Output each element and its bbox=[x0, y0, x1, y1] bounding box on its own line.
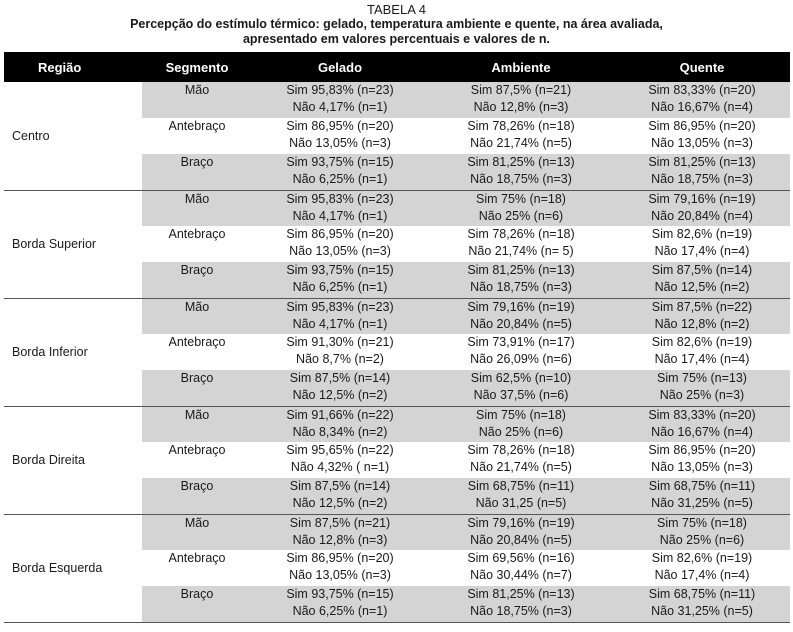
quente-nao-value: Não 17,4% (n=4) bbox=[654, 568, 750, 582]
table-row bbox=[4, 262, 790, 298]
table-body bbox=[4, 82, 790, 622]
quente-sim-value: Sim 75% (n=13) bbox=[657, 371, 747, 385]
quente-nao-value: Não 31,25% (n=5) bbox=[651, 496, 753, 510]
ambiente-cell bbox=[428, 478, 614, 514]
gelado-sim-value: Sim 93,75% (n=15) bbox=[286, 263, 394, 277]
quente-cell bbox=[614, 370, 790, 406]
gelado-nao-value: Não 4,17% (n=1) bbox=[292, 208, 388, 223]
gelado-sim-value: Sim 93,75% (n=15) bbox=[286, 587, 394, 601]
quente-sim-value: Sim 68,75% (n=11) bbox=[648, 479, 756, 493]
table-row bbox=[4, 406, 790, 442]
quente-nao-value: Não 13,05% (n=3) bbox=[651, 460, 753, 474]
region-cell bbox=[4, 262, 142, 298]
ambiente-sim-value: Sim 78,26% (n=18) bbox=[467, 443, 575, 457]
gelado-cell bbox=[252, 334, 428, 370]
quente-sim-value: Sim 79,16% (n=19) bbox=[648, 191, 756, 206]
ambiente-sim-value: Sim 69,56% (n=16) bbox=[467, 551, 575, 565]
gelado-sim-value: Sim 87,5% (n=14) bbox=[289, 371, 391, 385]
gelado-sim-value: Sim 86,95% (n=20) bbox=[286, 227, 394, 241]
ambiente-nao-value: Não 18,75% (n=3) bbox=[470, 172, 572, 186]
region-cell bbox=[4, 154, 142, 190]
gelado-sim-value: Sim 95,65% (n=22) bbox=[286, 443, 394, 457]
gelado-cell bbox=[252, 262, 428, 298]
quente-nao-value: Não 25% (n=3) bbox=[659, 388, 745, 402]
gelado-cell bbox=[252, 298, 428, 334]
ambiente-nao-value: Não 26,09% (n=6) bbox=[470, 352, 572, 366]
ambiente-cell bbox=[428, 190, 614, 226]
ambiente-cell bbox=[428, 442, 614, 478]
ambiente-sim-value: Sim 81,25% (n=13) bbox=[467, 155, 575, 169]
quente-sim-value: Sim 82,6% (n=19) bbox=[651, 227, 753, 241]
table-row bbox=[4, 118, 790, 154]
header-quente: Quente bbox=[679, 59, 725, 75]
table-caption bbox=[0, 0, 793, 52]
gelado-cell bbox=[252, 190, 428, 226]
gelado-sim-value: Sim 91,30% (n=21) bbox=[286, 335, 394, 349]
ambiente-nao-value: Não 18,75% (n=3) bbox=[470, 604, 572, 618]
quente-sim-value: Sim 87,5% (n=22) bbox=[651, 299, 753, 314]
table-row bbox=[4, 190, 790, 226]
ambiente-cell bbox=[428, 82, 614, 118]
table-row bbox=[4, 334, 790, 370]
table-row bbox=[4, 154, 790, 190]
segment-cell: Antebraço bbox=[168, 335, 226, 349]
table-row bbox=[4, 550, 790, 586]
quente-cell bbox=[614, 334, 790, 370]
gelado-cell bbox=[252, 154, 428, 190]
ambiente-sim-value: Sim 62,5% (n=10) bbox=[470, 371, 572, 385]
ambiente-sim-value: Sim 75% (n=18) bbox=[476, 407, 566, 422]
ambiente-sim-value: Sim 73,91% (n=17) bbox=[467, 335, 575, 349]
table-number: TABELA 4 bbox=[366, 2, 426, 17]
quente-nao-value: Não 17,4% (n=4) bbox=[654, 244, 750, 258]
header-segmento: Segmento bbox=[165, 59, 229, 75]
ambiente-cell bbox=[428, 406, 614, 442]
table-row bbox=[4, 442, 790, 478]
quente-sim-value: Sim 83,33% (n=20) bbox=[648, 83, 756, 97]
ambiente-cell bbox=[428, 514, 614, 550]
ambiente-nao-value: Não 12,8% (n=3) bbox=[473, 100, 569, 114]
gelado-nao-value: Não 13,05% (n=3) bbox=[289, 136, 391, 150]
segment-cell: Braço bbox=[142, 154, 252, 190]
quente-sim-value: Sim 82,6% (n=19) bbox=[651, 335, 753, 349]
quente-nao-value: Não 12,8% (n=2) bbox=[654, 316, 750, 331]
ambiente-cell bbox=[428, 298, 614, 334]
table-row bbox=[4, 514, 790, 550]
ambiente-cell bbox=[428, 118, 614, 154]
gelado-sim-value: Sim 95,83% (n=23) bbox=[286, 299, 394, 314]
quente-nao-value: Não 12,5% (n=2) bbox=[654, 280, 750, 294]
region-cell: Borda Esquerda bbox=[12, 560, 103, 575]
segment-cell: Antebraço bbox=[168, 227, 226, 241]
ambiente-nao-value: Não 21,74% (n=5) bbox=[470, 460, 572, 474]
ambiente-sim-value: Sim 78,26% (n=18) bbox=[467, 227, 575, 241]
quente-nao-value: Não 25% (n=6) bbox=[659, 532, 745, 547]
gelado-sim-value: Sim 91,66% (n=22) bbox=[286, 407, 394, 422]
segment-cell: Antebraço bbox=[168, 551, 226, 565]
gelado-nao-value: Não 12,5% (n=2) bbox=[292, 388, 388, 402]
quente-nao-value: Não 18,75% (n=3) bbox=[651, 172, 753, 186]
quente-cell bbox=[614, 262, 790, 298]
region-cell bbox=[4, 586, 142, 622]
gelado-nao-value: Não 13,05% (n=3) bbox=[289, 244, 391, 258]
ambiente-cell bbox=[428, 586, 614, 622]
region-cell: Borda Direita bbox=[12, 452, 85, 467]
quente-cell bbox=[614, 298, 790, 334]
gelado-nao-value: Não 12,8% (n=3) bbox=[292, 532, 388, 547]
table-row bbox=[4, 298, 790, 334]
table-row bbox=[4, 82, 790, 118]
region-cell bbox=[4, 82, 142, 118]
quente-cell bbox=[614, 190, 790, 226]
table-title-line-1: Percepção do estímulo térmico: gelado, temperatura ambiente e quente, na área avaliada, bbox=[130, 17, 663, 31]
gelado-nao-value: Não 13,05% (n=3) bbox=[289, 568, 391, 582]
table-row bbox=[4, 478, 790, 514]
data-table bbox=[4, 52, 790, 623]
ambiente-cell bbox=[428, 154, 614, 190]
quente-nao-value: Não 16,67% (n=4) bbox=[651, 100, 753, 114]
gelado-cell bbox=[252, 550, 428, 586]
ambiente-nao-value: Não 21,74% (n= 5) bbox=[468, 244, 574, 258]
segment-cell: Braço bbox=[142, 586, 252, 622]
gelado-cell bbox=[252, 586, 428, 622]
quente-cell bbox=[614, 406, 790, 442]
gelado-sim-value: Sim 87,5% (n=14) bbox=[289, 479, 391, 493]
gelado-nao-value: Não 6,25% (n=1) bbox=[292, 280, 388, 294]
header-ambiente: Ambiente bbox=[491, 59, 551, 75]
gelado-nao-value: Não 6,25% (n=1) bbox=[292, 604, 388, 618]
segment-cell: Antebraço bbox=[168, 119, 226, 133]
quente-cell bbox=[614, 442, 790, 478]
quente-sim-value: Sim 86,95% (n=20) bbox=[648, 119, 756, 133]
gelado-nao-value: Não 4,17% (n=1) bbox=[292, 100, 388, 114]
ambiente-sim-value: Sim 79,16% (n=19) bbox=[467, 515, 575, 530]
segment-cell: Braço bbox=[142, 478, 252, 514]
gelado-cell bbox=[252, 514, 428, 550]
segment-cell: Mão bbox=[142, 406, 252, 442]
gelado-nao-value: Não 8,34% (n=2) bbox=[292, 424, 388, 439]
ambiente-sim-value: Sim 81,25% (n=13) bbox=[467, 587, 575, 601]
region-cell bbox=[4, 514, 142, 550]
quente-nao-value: Não 31,25% (n=5) bbox=[651, 604, 753, 618]
gelado-nao-value: Não 4,32% ( n=1) bbox=[290, 460, 390, 474]
quente-sim-value: Sim 75% (n=18) bbox=[657, 515, 747, 530]
header-regiao: Região bbox=[38, 59, 82, 75]
ambiente-sim-value: Sim 81,25% (n=13) bbox=[467, 263, 575, 277]
gelado-cell bbox=[252, 478, 428, 514]
segment-cell: Mão bbox=[142, 514, 252, 550]
quente-sim-value: Sim 68,75% (n=11) bbox=[648, 587, 756, 601]
gelado-sim-value: Sim 86,95% (n=20) bbox=[286, 119, 394, 133]
ambiente-nao-value: Não 37,5% (n=6) bbox=[473, 388, 569, 402]
quente-sim-value: Sim 87,5% (n=14) bbox=[651, 263, 753, 277]
segment-cell: Mão bbox=[142, 190, 252, 226]
table-row bbox=[4, 226, 790, 262]
gelado-sim-value: Sim 95,83% (n=23) bbox=[286, 191, 394, 206]
gelado-nao-value: Não 8,7% (n=2) bbox=[296, 352, 384, 366]
quente-cell bbox=[614, 118, 790, 154]
ambiente-nao-value: Não 21,74% (n=5) bbox=[470, 136, 572, 150]
region-cell: Borda Inferior bbox=[12, 344, 88, 359]
gelado-nao-value: Não 6,25% (n=1) bbox=[292, 172, 388, 186]
region-cell: Borda Superior bbox=[12, 236, 97, 251]
quente-nao-value: Não 17,4% (n=4) bbox=[654, 352, 750, 366]
ambiente-nao-value: Não 20,84% (n=5) bbox=[470, 532, 572, 547]
region-cell bbox=[4, 298, 142, 334]
segment-cell: Mão bbox=[142, 298, 252, 334]
quente-cell bbox=[614, 514, 790, 550]
ambiente-sim-value: Sim 87,5% (n=21) bbox=[470, 83, 572, 97]
ambiente-cell bbox=[428, 370, 614, 406]
region-cell bbox=[4, 190, 142, 226]
table-title-line-2: apresentado em valores percentuais e valores de n. bbox=[242, 32, 551, 46]
ambiente-nao-value: Não 18,75% (n=3) bbox=[470, 280, 572, 294]
quente-nao-value: Não 13,05% (n=3) bbox=[651, 136, 753, 150]
table-row bbox=[4, 586, 790, 622]
segment-cell: Braço bbox=[142, 262, 252, 298]
gelado-cell bbox=[252, 118, 428, 154]
gelado-sim-value: Sim 95,83% (n=23) bbox=[286, 83, 394, 97]
quente-cell bbox=[614, 226, 790, 262]
quente-sim-value: Sim 86,95% (n=20) bbox=[648, 443, 756, 457]
region-cell bbox=[4, 406, 142, 442]
quente-nao-value: Não 16,67% (n=4) bbox=[651, 424, 753, 439]
ambiente-cell bbox=[428, 550, 614, 586]
ambiente-nao-value: Não 30,44% (n=7) bbox=[470, 568, 572, 582]
ambiente-nao-value: Não 25% (n=6) bbox=[478, 208, 564, 223]
gelado-sim-value: Sim 93,75% (n=15) bbox=[286, 155, 394, 169]
quente-cell bbox=[614, 478, 790, 514]
segment-cell: Antebraço bbox=[168, 443, 226, 457]
ambiente-cell bbox=[428, 226, 614, 262]
ambiente-nao-value: Não 20,84% (n=5) bbox=[470, 316, 572, 331]
header-gelado: Gelado bbox=[317, 59, 363, 75]
quente-sim-value: Sim 82,6% (n=19) bbox=[651, 551, 753, 565]
gelado-cell bbox=[252, 406, 428, 442]
segment-cell: Braço bbox=[142, 370, 252, 406]
ambiente-cell bbox=[428, 262, 614, 298]
region-cell bbox=[4, 370, 142, 406]
ambiente-nao-value: Não 31,25 (n=5) bbox=[475, 496, 567, 510]
gelado-nao-value: Não 12,5% (n=2) bbox=[292, 496, 388, 510]
gelado-sim-value: Sim 87,5% (n=21) bbox=[289, 515, 391, 530]
quente-sim-value: Sim 81,25% (n=13) bbox=[648, 155, 756, 169]
segment-cell: Mão bbox=[142, 82, 252, 118]
ambiente-cell bbox=[428, 334, 614, 370]
ambiente-sim-value: Sim 75% (n=18) bbox=[476, 191, 566, 206]
quente-cell bbox=[614, 550, 790, 586]
gelado-sim-value: Sim 86,95% (n=20) bbox=[286, 551, 394, 565]
region-cell bbox=[4, 478, 142, 514]
gelado-cell bbox=[252, 442, 428, 478]
ambiente-nao-value: Não 25% (n=6) bbox=[478, 424, 564, 439]
region-cell: Centro bbox=[12, 128, 50, 143]
quente-nao-value: Não 20,84% (n=4) bbox=[651, 208, 753, 223]
gelado-nao-value: Não 4,17% (n=1) bbox=[292, 316, 388, 331]
gelado-cell bbox=[252, 226, 428, 262]
ambiente-sim-value: Sim 68,75% (n=11) bbox=[467, 479, 575, 493]
gelado-cell bbox=[252, 370, 428, 406]
quente-cell bbox=[614, 82, 790, 118]
quente-cell bbox=[614, 586, 790, 622]
quente-cell bbox=[614, 154, 790, 190]
ambiente-sim-value: Sim 78,26% (n=18) bbox=[467, 119, 575, 133]
quente-sim-value: Sim 83,33% (n=20) bbox=[648, 407, 756, 422]
table-header-row bbox=[4, 52, 790, 82]
table-row bbox=[4, 370, 790, 406]
ambiente-sim-value: Sim 79,16% (n=19) bbox=[467, 299, 575, 314]
gelado-cell bbox=[252, 82, 428, 118]
